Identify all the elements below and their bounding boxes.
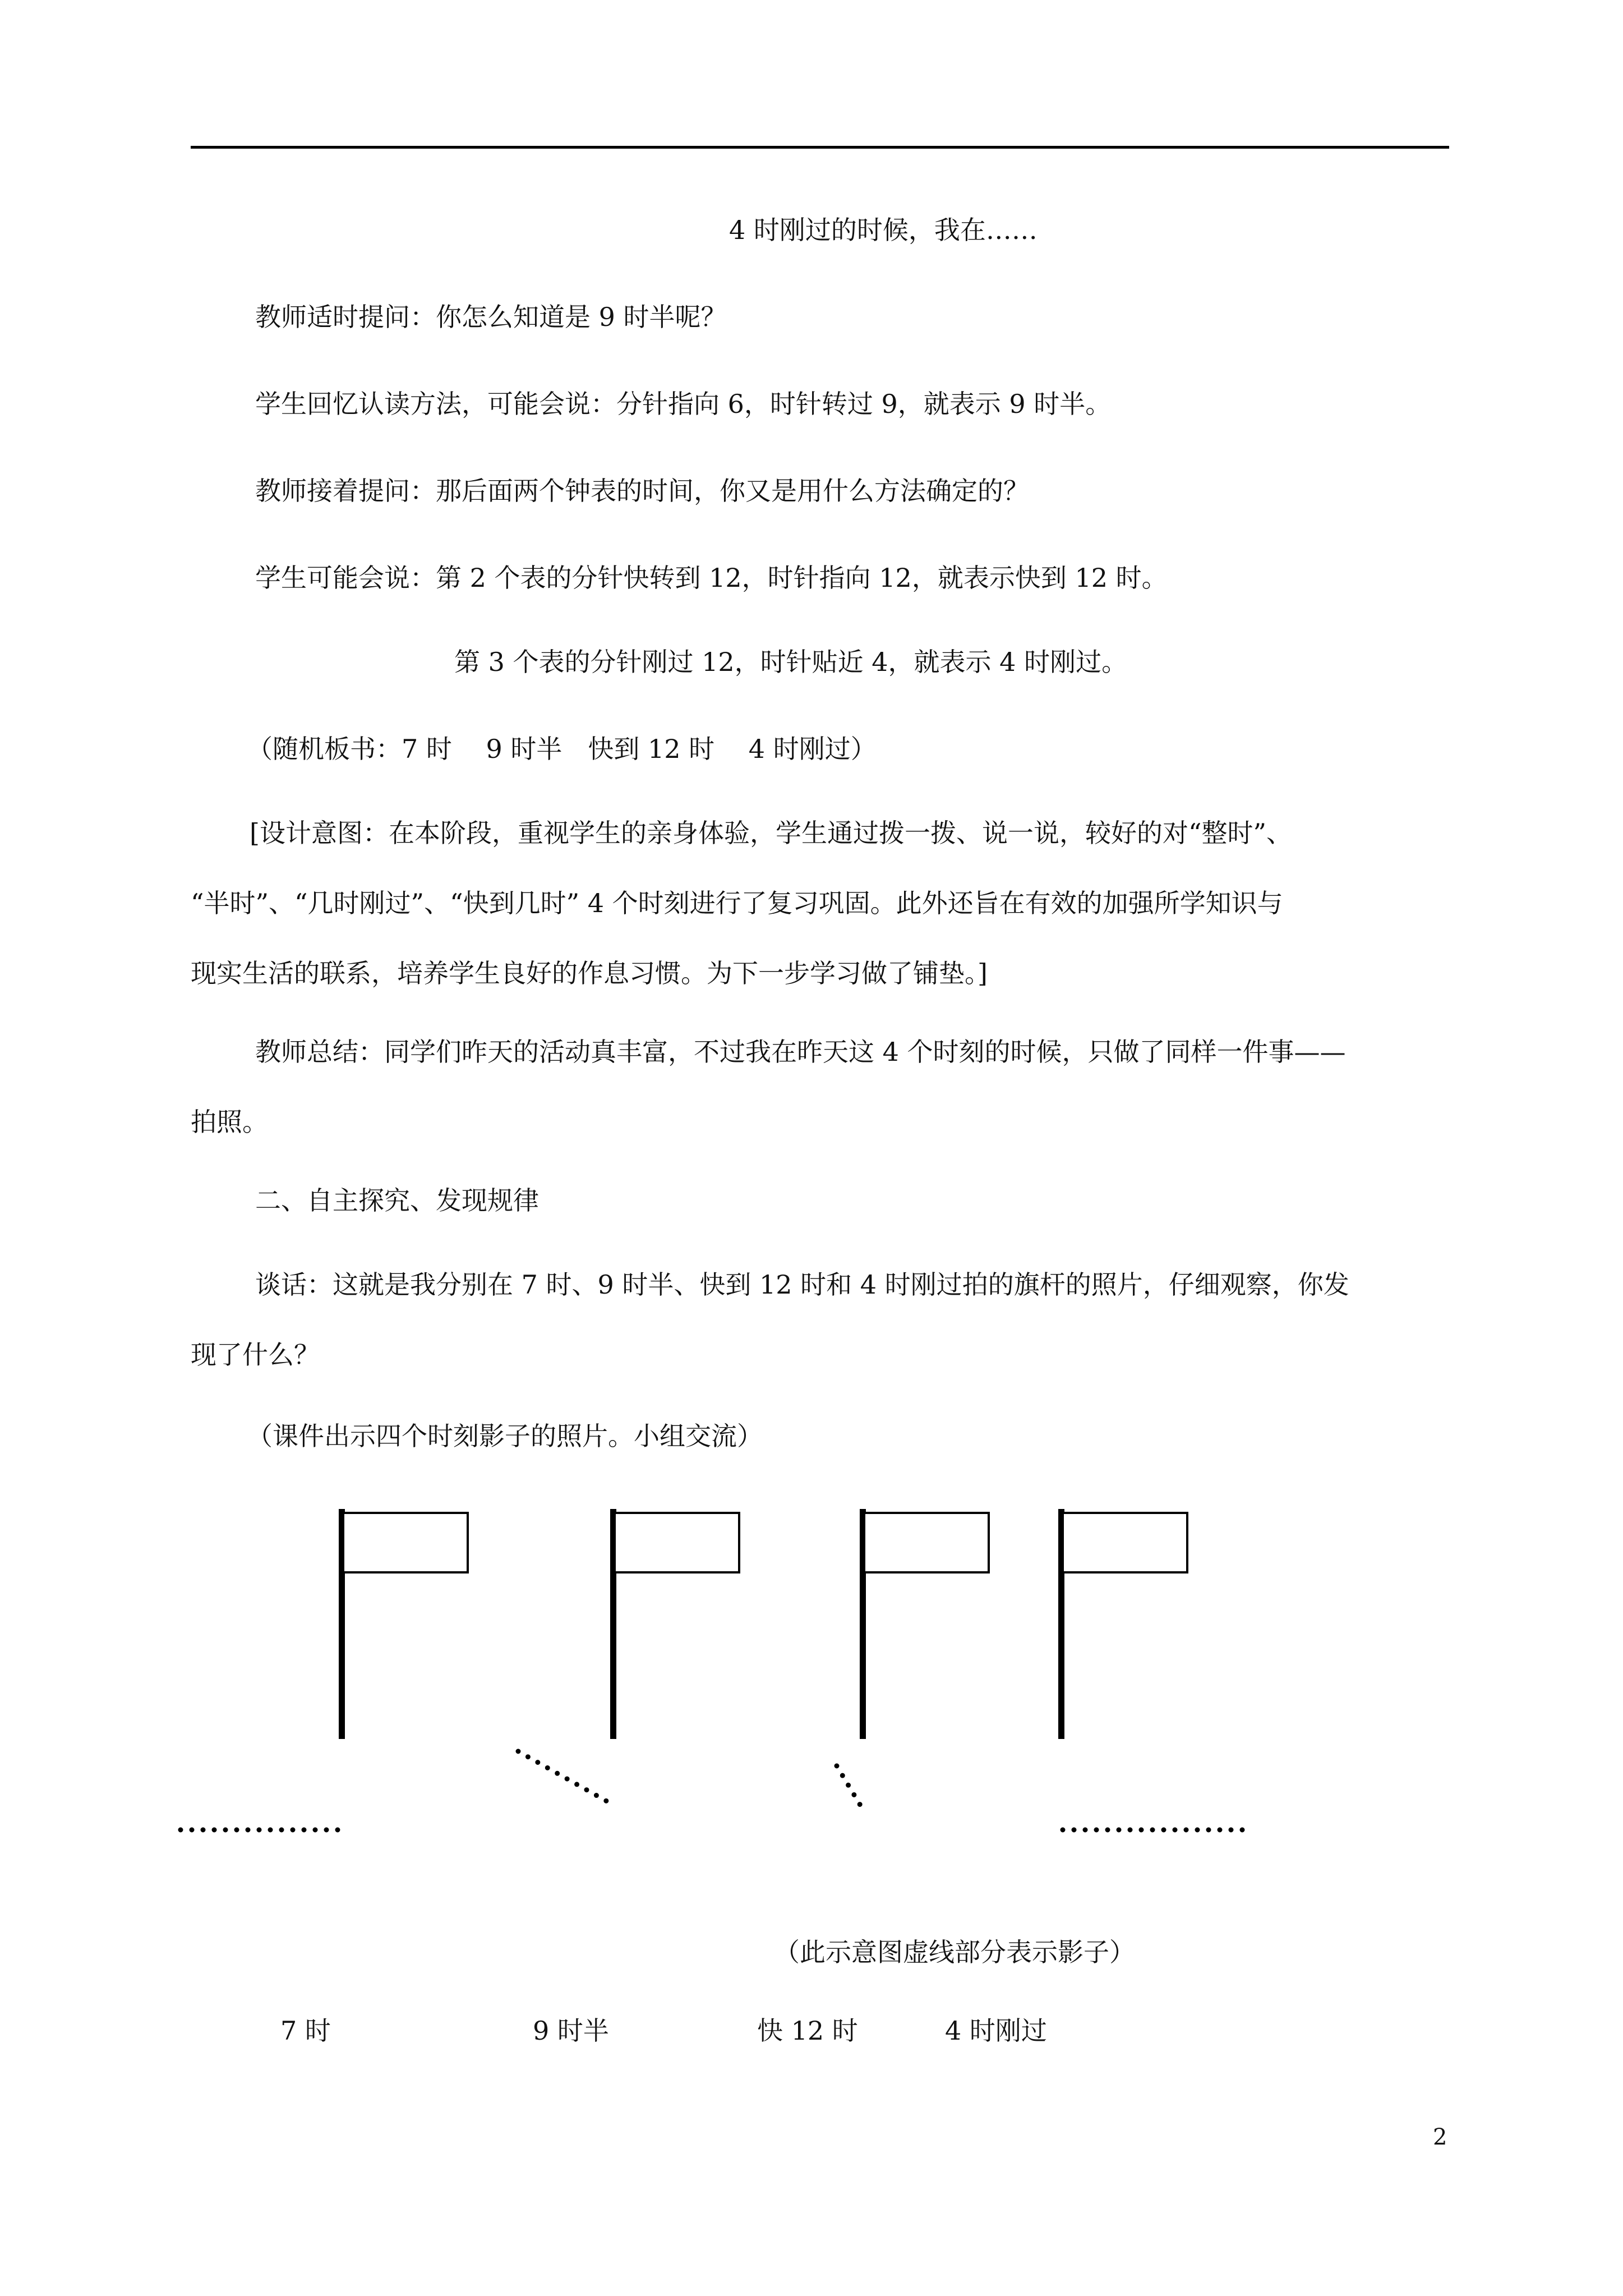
shadow-dotted-line — [518, 1751, 616, 1806]
text-line: 现了什么？ — [191, 1340, 320, 1370]
text-line: 教师接着提问：那后面两个钟表的时间，你又是用什么方法确定的？ — [255, 476, 1029, 506]
flag-2 — [610, 1509, 739, 1739]
flag-label: 9 时半 — [533, 2016, 609, 2046]
flag-3 — [860, 1509, 989, 1739]
shadow-dotted-line — [837, 1766, 864, 1811]
flag-label: 7 时 — [280, 2016, 331, 2046]
text-line: （课件出示四个时刻影子的照片。小组交流） — [247, 1421, 763, 1451]
page-number: 2 — [1433, 2124, 1447, 2150]
diagram-caption: （此示意图虚线部分表示影子） — [774, 1937, 1135, 1967]
text-line: “半时”、“几时刚过”、“快到几时” 4 个时刻进行了复习巩固。此外还旨在有效的加强所学知识与 — [191, 888, 1283, 918]
text-line: 第 3 个表的分针刚过 12，时针贴近 4，就表示 4 时刚过。 — [454, 647, 1128, 677]
text-line: 学生回忆认读方法，可能会说：分针指向 6，时针转过 9，就表示 9 时半。 — [255, 389, 1112, 419]
flag-label: 4 时刚过 — [945, 2016, 1047, 2046]
text-line: （随机板书：7 时 9 时半 快到 12 时 4 时刚过） — [247, 734, 877, 764]
flag-label: 快 12 时 — [757, 2016, 858, 2046]
flag-1 — [339, 1509, 468, 1739]
text-line: 4 时刚过的时候，我在…… — [729, 215, 1038, 245]
text-line: 拍照。 — [191, 1107, 268, 1137]
text-line: 教师适时提问：你怎么知道是 9 时半呢？ — [255, 302, 727, 332]
text-line: 现实生活的联系，培养学生良好的作息习惯。为下一步学习做了铺垫。] — [191, 958, 988, 988]
text-line: 学生可能会说：第 2 个表的分针快转到 12，时针指向 12，就表示快到 12 时。 — [255, 563, 1168, 593]
text-line: 教师总结：同学们昨天的活动真丰富，不过我在昨天这 4 个时刻的时候，只做了同样一件事—— — [255, 1037, 1346, 1067]
flag-4 — [1058, 1509, 1187, 1739]
section-heading: 二、自主探究、发现规律 — [255, 1185, 539, 1216]
text-line: [设计意图：在本阶段，重视学生的亲身体验，学生通过拨一拨、说一说，较好的对“整时”、 — [250, 818, 1292, 848]
text-line: 谈话：这就是我分别在 7 时、9 时半、快到 12 时和 4 时刚过拍的旗杆的照片，仔细观察，你发 — [255, 1269, 1349, 1300]
